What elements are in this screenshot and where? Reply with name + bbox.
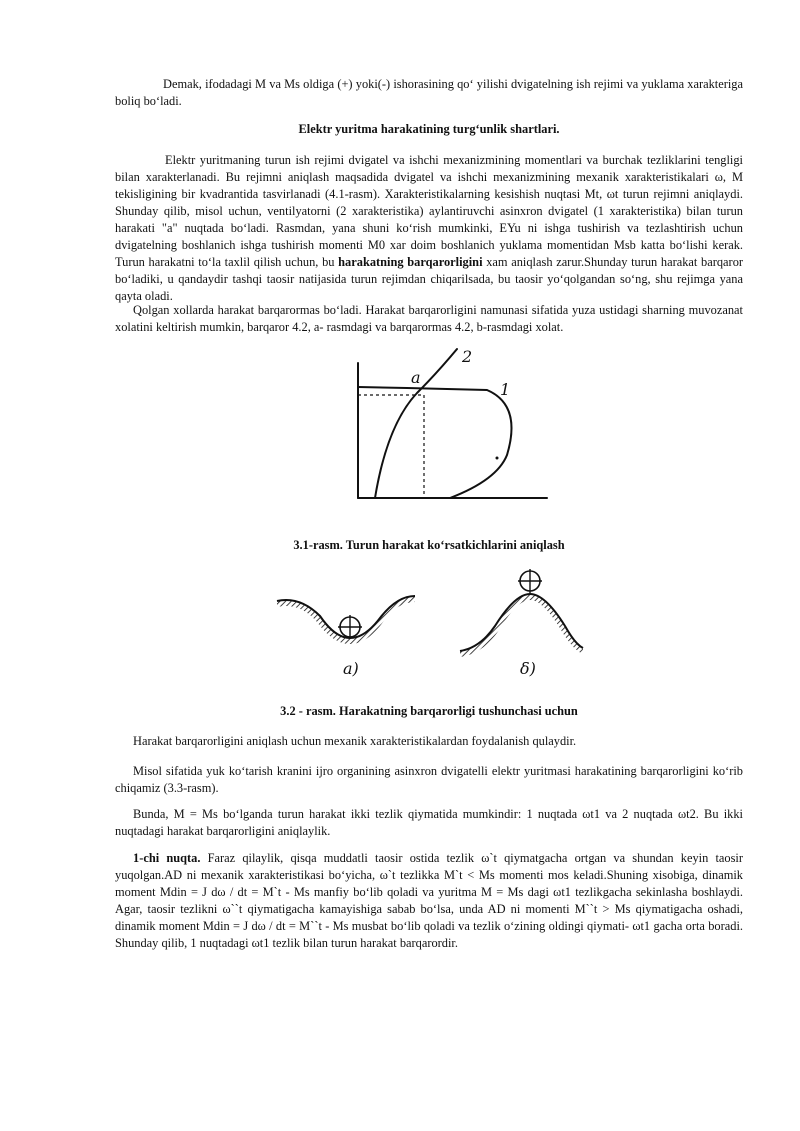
caption-3-1: 3.1-rasm. Turun harakat koʻrsatkichlarini aniqlash [293,538,565,552]
paragraph-5 [115,763,743,797]
paragraph-1-text: Demak, ifodadagi M va Ms oldiga (+) yoki(-) ishorasining qoʻ yilishi dvigatelning ish rejimi va yuklama xarakteriga boliq boʻladi. [115,77,743,108]
paragraph-2-bold: harakatning barqarorligini [338,255,483,269]
curve-1 [358,387,512,498]
paragraph-4 [115,733,743,750]
paragraph-7 [115,850,743,952]
paragraph-7-bold: 1-chi nuqta. [133,851,201,865]
paragraph-2-text-b: xam aniqlash zarur.Shunday turun harakat barqaror boʻladiki, u qandaydir tashqi taosir natijasida turun rejimdan chiqarilsada, bu taosir yoʻqolgandan soʻng, shu rejimga yana qayta oladi. [115,255,744,303]
figure-ball-stability [275,566,585,681]
caption-3-2: 3.2 - rasm. Harakatning barqarorligi tushunchasi uchun [280,704,578,718]
paragraph-5-text: Misol sifatida yuk koʻtarish kranini ijro organining asinxron dvigatelli elektr yuritmasi harakatining barqarorligini koʻrib chiqamiz (3.3-rasm). [115,764,743,795]
hill-hatching [460,594,583,657]
paragraph-2 [115,152,743,305]
label-a: a) [343,659,359,678]
paragraph-2-text-a: Elektr yuritmaning turun ish rejimi dvigatel va ishchi mexanizmining momentlari va burchak tezliklarini tengligi bilan xarakterlanadi. Bu rejimni aniqlash maqsadida dvigatel va ishchi mexanizmining mexanik xarakteristikalari ω, M tekisligining bir kvadrantida tasvirlanadi (4.1-rasm). Xarakteristikalarning kesishish nuqtasi Mt, ωt turun rejimni aniqlaydi. Shunday qilib, misol uchun, ventilyatorni (2 xarakteristika) aylantiruvchi asinxron dvigatel (1 xarakteristika) bilan turun harakati "a" nuqtada boʻladi. Rasmdan, yana shuni koʻrish mumkinki, EYu ni ishga tushirish va tezlashtirish uchun dvigatelning boshlanich ishga tushirish momenti M0 xar doim boshlanich yuklama momentidan Msb katta boʻlishi kerak. Turun harakatni toʻla taxlil qilish uchun, bu [115,153,743,269]
paragraph-6-text: Bunda, M = Ms boʻlganda turun harakat ikki tezlik qiymatida mumkindir: 1 nuqtada ωt1 va 2 nuqtada ωt2. Bu ikki nuqtadagi harakat barqarorligini aniqlaylik. [115,807,743,838]
curve-1-label: 1 [500,380,511,399]
paragraph-4-text: Harakat barqarorligini aniqlash uchun mexanik xarakteristikalardan foydalanish qulaydir. [133,734,577,748]
section-heading: Elektr yuritma harakatining turgʻunlik shartlari. [298,122,560,136]
figure-characteristics [347,345,557,505]
curve-point-dot [496,457,499,460]
paragraph-6 [115,806,743,840]
paragraph-7-text: Faraz qilaylik, qisqa muddatli taosir ostida tezlik ω`t qiymatgacha ortgan va shundan keyin taosir yuqolgan.AD ni mexanik xarakteristikasi boʻyicha, ω`t tezlikka M`t < Ms momenti mos keladi.Shuning xisobiga, dinamik moment Mdin = J dω / dt = M`t - Ms manfiy boʻlib qoladi va yuritma M = Ms dagi ωt1 tezlikgacha sekinlasha boshlaydi. Agar, taosir tezlikni ω``t qiymatigacha kamayishiga sabab boʻlsa, unda AD ni momenti M``t > Ms qiymatigacha oshadi, dinamik moment Mdin = J dω / dt = M``t - Ms musbat boʻlib qoladi va tezlik oʻzining oldingi qiymati- ωt1 gacha orta boradi. Shunday qilib, 1 nuqtadagi ωt1 tezlik bilan turun harakat barqarordir. [115,851,743,950]
paragraph-3 [115,302,743,336]
paragraph-1 [115,76,743,110]
label-b: δ) [520,659,536,678]
point-a-label: a [411,368,421,387]
curve-2-label: 2 [462,347,473,366]
paragraph-3-text: Qolgan xollarda harakat barqarormas boʻladi. Harakat barqarorligini namunasi sifatida yuza ustidagi sharning muvozanat xolatini keltirish mumkin, barqaror 4.2, a- rasmdagi va barqarormas 4.2, b-rasmdagi xolat. [115,303,743,334]
